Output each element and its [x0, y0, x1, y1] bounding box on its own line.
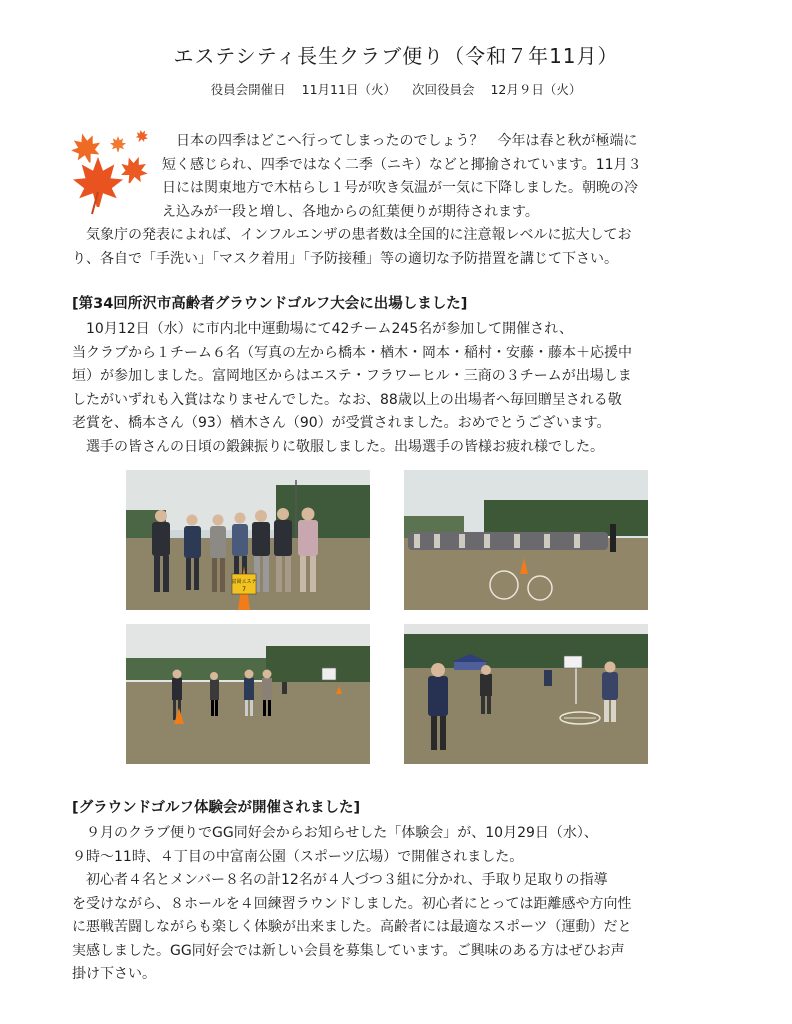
section1-line: 老賞を、橋本さん（93）楢木さん（90）が受賞されました。おめでとうございます。 [72, 415, 611, 431]
section1-line: 選手の皆さんの日頃の鍛錬振りに敬服しました。出場選手の皆様お疲れ様でした。 [72, 438, 604, 455]
photo-putting-practice [404, 624, 648, 764]
sign-text: 富岡エステ [231, 579, 257, 585]
intro-line: 日には関東地方で木枯らし１号が吹き気温が一気に下降しました。朝晩の冷 [162, 180, 638, 196]
section1-line: 10月12日（水）に市内北中運動場にて42チーム245名が参加して開催され、 [72, 321, 574, 337]
section2-heading: [グラウンドゴルフ体験会が開催されました] [72, 800, 361, 816]
photo-participants-line [404, 470, 648, 610]
sign-number: 7 [242, 586, 246, 593]
section2-line: ９時〜11時、４丁目の中富南公園（スポーツ広場）で開催されました。 [72, 848, 524, 865]
intro-line: 短く感じられ、四季ではなく二季（ニキ）などと揶揄されています。11月３ [162, 156, 642, 173]
intro-line: 日本の四季はどこへ行ってしまったのでしょう？ 今年は春と秋が極端に [176, 133, 638, 149]
section1-line: 当クラブから１チーム６名（写真の左から橋本・楢木・岡本・稲村・安藤・藤本＋応援中 [72, 344, 632, 361]
section1-heading: [第34回所沢市高齢者グラウンドゴルフ大会に出場しました] [72, 296, 468, 312]
intro-line: え込みが一段と増し、各地からの紅葉便りが期待されます。 [162, 203, 539, 220]
section2-line: ９月のクラブ便りでGG同好会からお知らせした「体験会」が、10月29日（水）、 [72, 825, 598, 841]
section2-line: 実感しました。GG同好会では新しい会員を募集しています。ご興味のある方はぜひお声 [72, 942, 625, 959]
section2-line: 掛け下さい。 [72, 966, 156, 982]
intro-line: り、各自で「手洗い」「マスク着用」「予防接種」等の適切な予防措置を講じて下さい。 [72, 250, 618, 267]
section1-paragraph [72, 318, 632, 459]
section2-line: 初心者４名とメンバー８名の計12名が４人づつ３組に分かれ、手取り足取りの指導 [72, 872, 608, 888]
photo-field-play [126, 624, 370, 764]
photo-team-group [126, 470, 370, 610]
section2-paragraph [72, 822, 631, 987]
section1-line: 垣）が参加しました。富岡地区からはエステ・フラワーヒル・三商の３チームが出場しま [72, 368, 632, 384]
section2-line: を受けながら、８ホールを４回練習ラウンドしました。初心者にとっては距離感や方向性 [72, 895, 632, 912]
intro-line: 気象庁の発表によれば、インフルエンザの患者数は全国的に注意報レベルに拡大してお [72, 227, 632, 243]
next-meeting-date: 12月９日（火） [490, 82, 582, 97]
page-title: エステシティ長生クラブ便り（令和７年11月） [173, 44, 619, 68]
meeting-date: 11月11日（火） [301, 82, 396, 97]
meeting-label: 役員会開催日 [210, 82, 286, 97]
meeting-info [0, 80, 792, 98]
intro-paragraph [72, 130, 642, 271]
section2-line: に悪戦苦闘しながらも楽しく体験が出来ました。高齢者には最適なスポーツ（運動）だと [72, 919, 632, 935]
section1-line: したがいずれも入賞はなりませんでした。なお、88歳以上の出場者へ毎回贈呈される敬 [72, 391, 622, 408]
next-meeting-label: 次回役員会 [411, 82, 475, 97]
